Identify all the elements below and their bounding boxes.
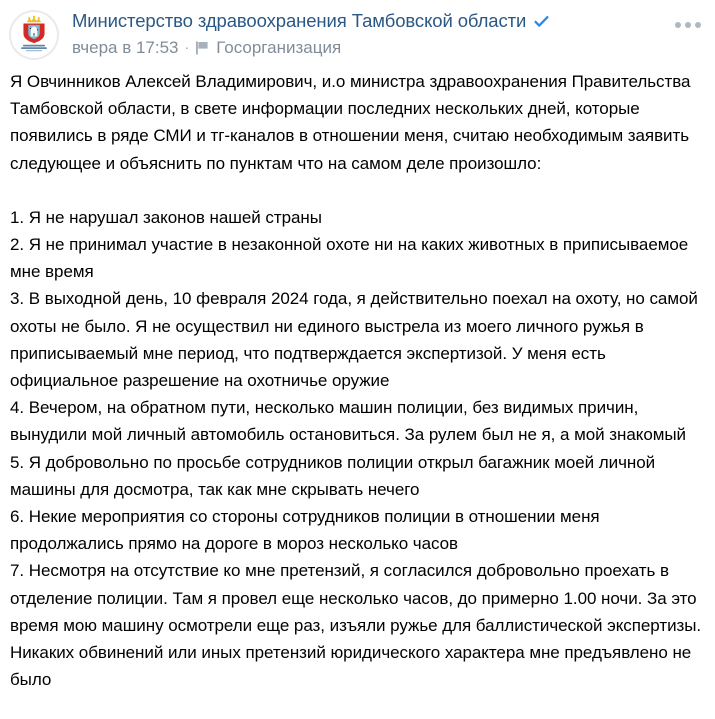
post-list-item-3: 3. В выходной день, 10 февраля 2024 года, я действительно поехал на охоту, но самой охоты не было. Я не осуществил ни единого выстрела из моего личного ружья в приписываемый мне период, что подтверждается экспертизой. У меня есть официальное разрешение на охотничье оружие <box>10 289 698 391</box>
author-name[interactable]: Министерство здравоохранения Тамбовской области <box>72 10 527 31</box>
post-header <box>0 0 715 62</box>
post-timestamp[interactable]: вчера в 17:53 <box>72 38 179 57</box>
avatar[interactable] <box>9 10 59 60</box>
verified-check-icon <box>533 13 550 30</box>
more-dot <box>685 22 691 28</box>
post-category[interactable]: Госорганизация <box>216 38 342 57</box>
post-list-item-7: 7. Несмотря на отсутствие ко мне претензий, я согласился добровольно проехать в отделение полиции. Там я провел еще несколько часов, до примерно 1.00 ночи. За это время мою машину осмотрели еще раз, изъяли ружье для баллистической экспертизы. Никаких обвинений или иных претензий юридического характера мне предъявлено не было <box>10 561 702 690</box>
post-intro-paragraph: Я Овчинников Алексей Владимирович, и.о министра здравоохранения Правительства Тамбовской области, в свете информации последних нескольких дней, которые появились в ряде СМИ и тг-каналов в отношении меня, считаю необходимым заявить следующее и объяснить по пунктам что на самом деле произошло: <box>10 72 691 173</box>
post-list-item-2: 2. Я не принимал участие в незаконной охоте ни на каких животных в приписываемое мне время <box>10 235 689 282</box>
tambov-health-ministry-logo <box>10 11 58 59</box>
author-line <box>72 10 550 32</box>
post-list-item-4: 4. Вечером, на обратном пути, несколько машин полиции, без видимых причин, вынудили мой личный автомобиль остановиться. За рулем был не я, а мой знакомый <box>10 398 686 445</box>
post-text <box>0 62 715 693</box>
post-list-item-5: 5. Я добровольно по просьбе сотрудников полиции открыл багажник моей личной машины для досмотра, так как мне скрывать нечего <box>10 452 656 499</box>
post-list-item-1: 1. Я не нарушал законов нашей страны <box>10 207 322 227</box>
more-dot <box>675 22 681 28</box>
meta-separator: · <box>184 39 190 55</box>
flag-icon <box>195 40 210 56</box>
post-list-item-6: 6. Некие мероприятия со стороны сотрудников полиции в отношении меня продолжались прямо на дороге в мороз несколько часов <box>10 507 600 554</box>
paragraph-spacer <box>10 177 703 204</box>
post-meta <box>72 37 550 58</box>
more-dot <box>695 22 701 28</box>
more-options-icon[interactable] <box>675 22 701 28</box>
post-header-text <box>72 9 550 58</box>
